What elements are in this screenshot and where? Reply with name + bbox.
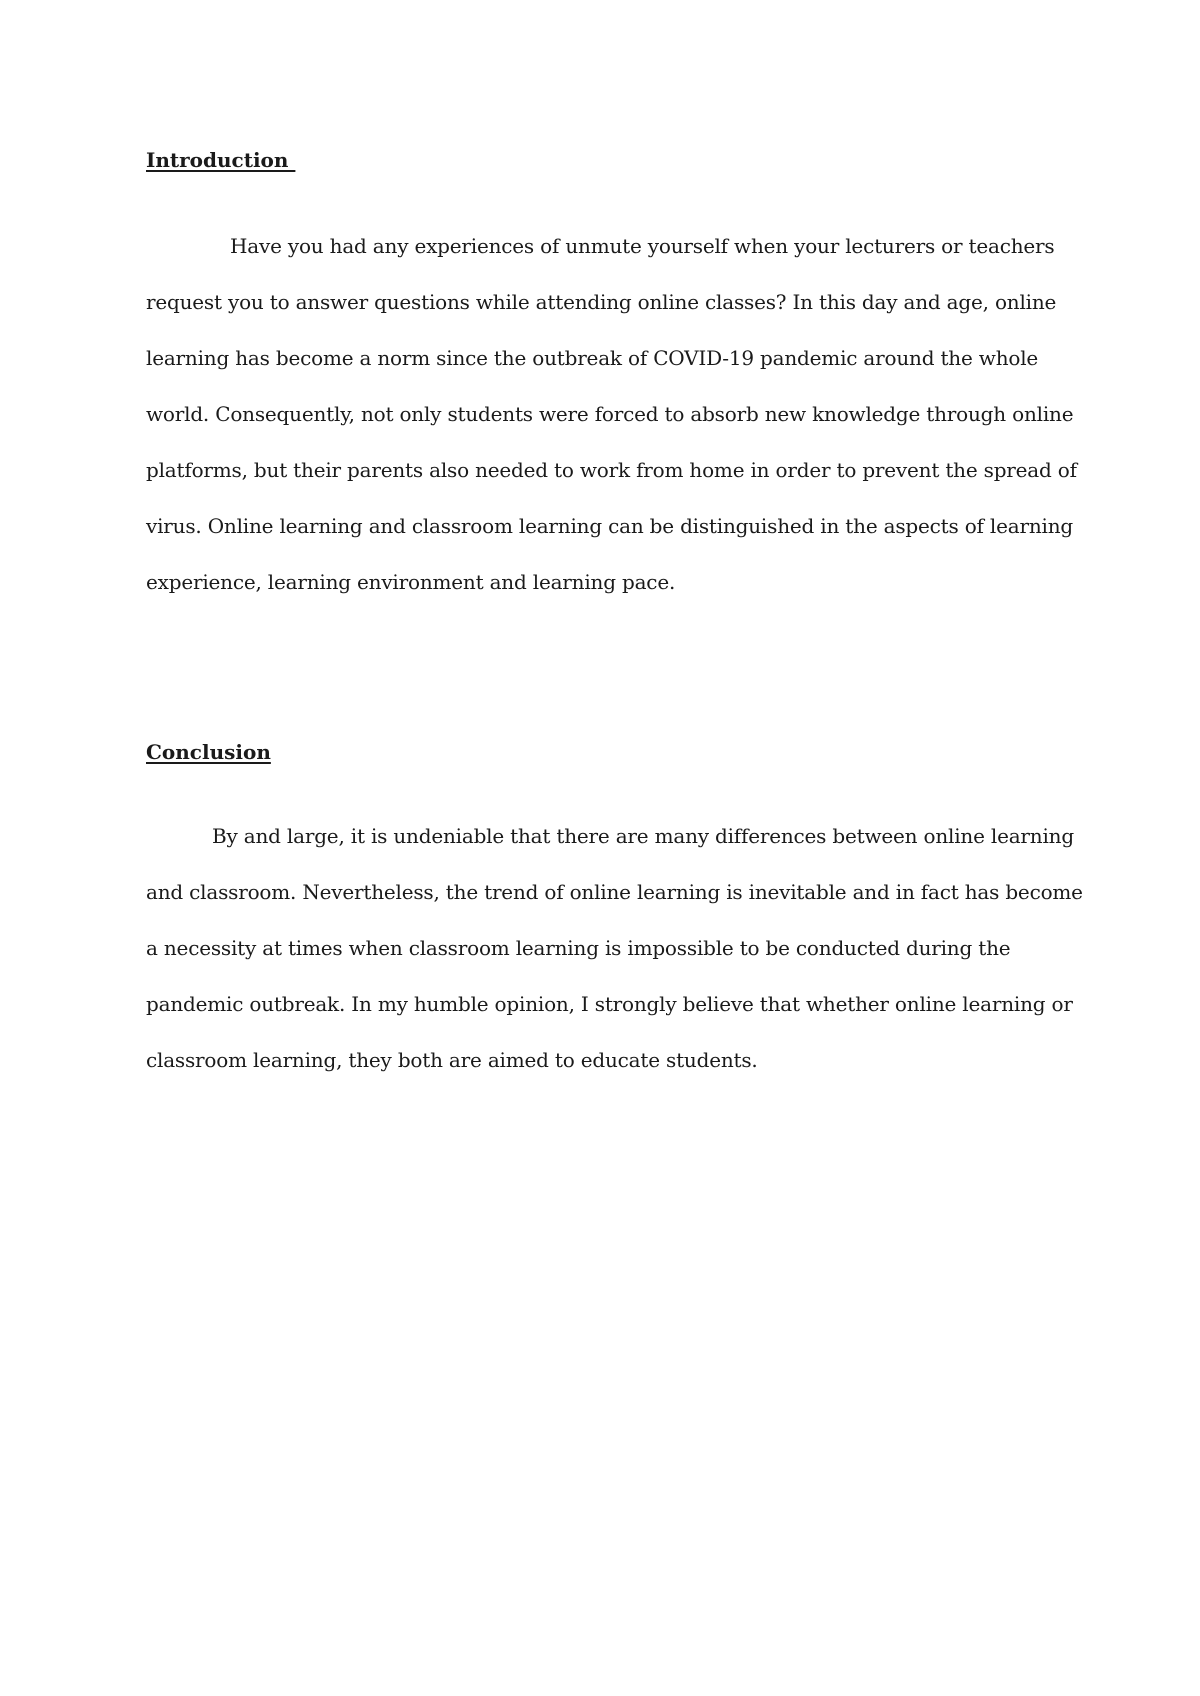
paragraph-line: By and large, it is undeniable that there are many differences between online learning — [212, 824, 1074, 848]
paragraph-line: platforms, but their parents also needed to work from home in order to prevent the spread of — [146, 458, 1077, 482]
paragraph-line: classroom learning, they both are aimed to educate students. — [146, 1048, 758, 1072]
paragraph-line: pandemic outbreak. In my humble opinion, I strongly believe that whether online learning or — [146, 992, 1073, 1016]
paragraph-line: virus. Online learning and classroom learning can be distinguished in the aspects of learning — [146, 514, 1073, 538]
paragraph-line: experience, learning environment and learning pace. — [146, 570, 676, 594]
paragraph-line: and classroom. Nevertheless, the trend of online learning is inevitable and in fact has become — [146, 880, 1083, 904]
paragraph-line: request you to answer questions while attending online classes? In this day and age, online — [146, 290, 1057, 314]
paragraph-line: learning has become a norm since the outbreak of COVID-19 pandemic around the whole — [146, 346, 1039, 370]
paragraph-line: world. Consequently, not only students were forced to absorb new knowledge through online — [146, 402, 1074, 426]
conclusion-heading: Conclusion — [146, 740, 271, 764]
introduction-heading: Introduction — [146, 148, 296, 172]
paragraph-line: Have you had any experiences of unmute yourself when your lecturers or teachers — [230, 234, 1055, 258]
paragraph-line: a necessity at times when classroom learning is impossible to be conducted during the — [146, 936, 1011, 960]
